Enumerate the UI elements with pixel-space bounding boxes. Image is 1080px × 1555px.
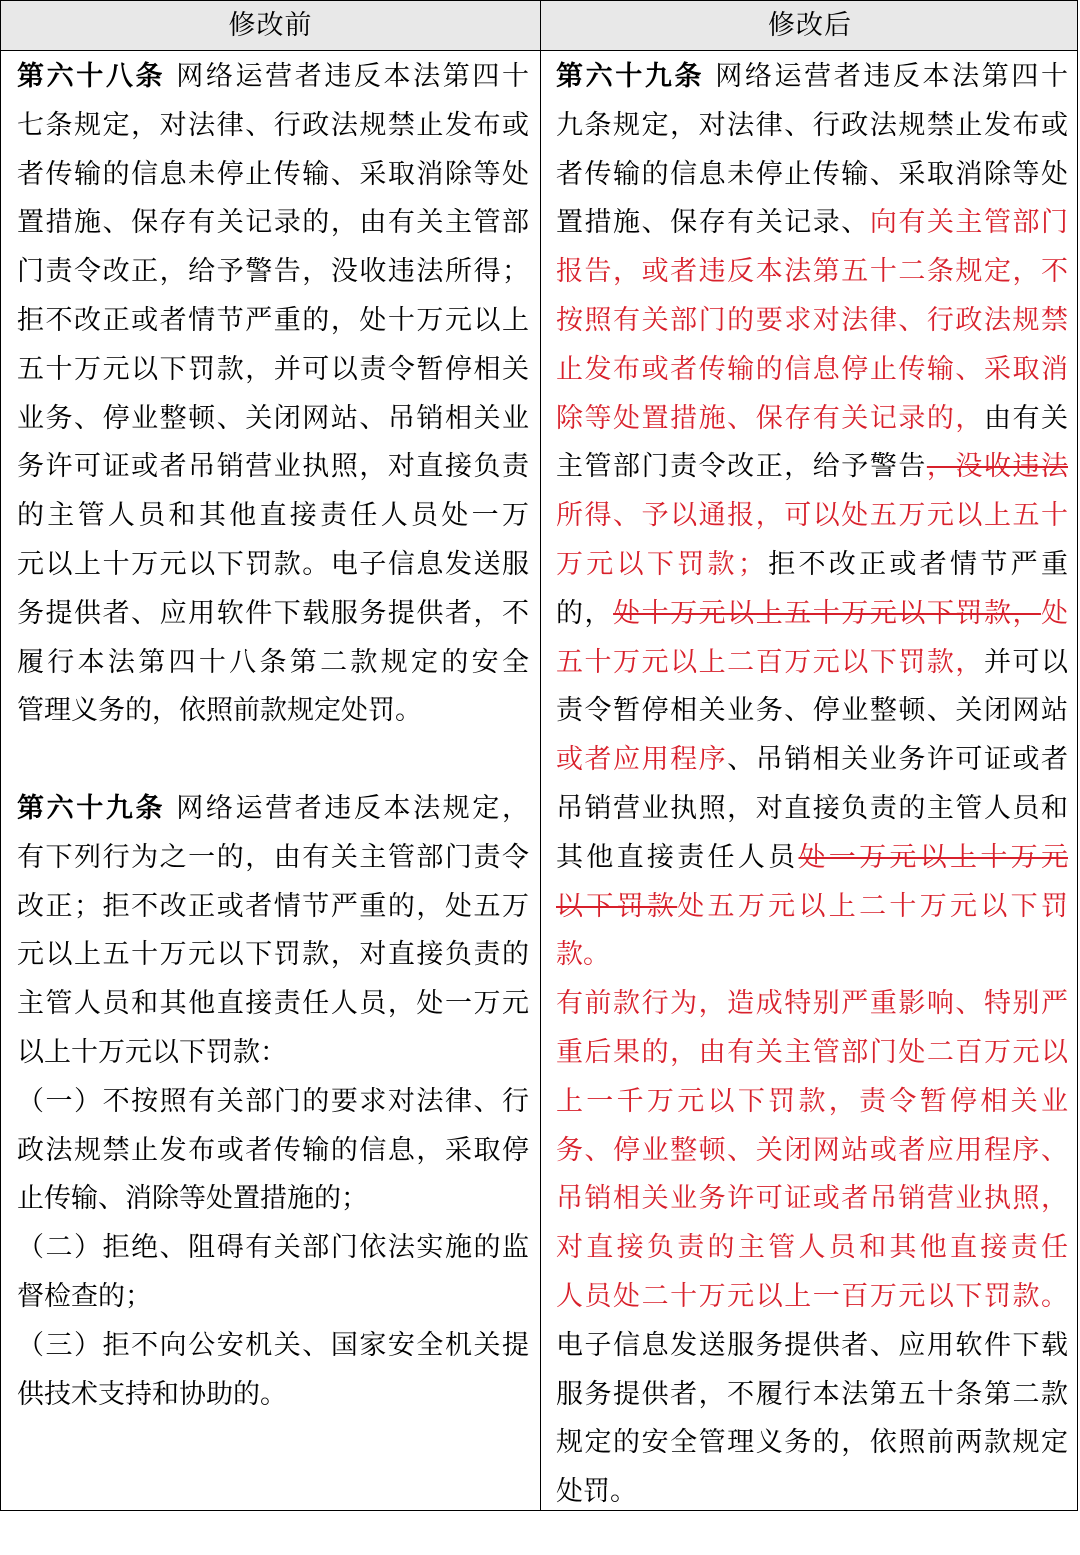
text-segment: 者传输的信息未停止传输、采取消除等处 bbox=[17, 158, 529, 190]
text-line bbox=[556, 1078, 1068, 1127]
article-68-old bbox=[17, 53, 529, 736]
text-segment: 拒不改正或者情节严重的，处十万元以上 bbox=[17, 304, 529, 336]
text-segment: 由有关 bbox=[983, 402, 1069, 434]
text-line bbox=[17, 151, 529, 200]
text-segment: 元以上五十万元以下罚款，对直接负责的 bbox=[17, 939, 529, 971]
after-text-cell bbox=[556, 53, 1068, 1517]
added-text: 按照有关部门的要求对法律、行政法规禁 bbox=[556, 304, 1068, 336]
text-line bbox=[556, 102, 1068, 151]
text-line bbox=[556, 687, 1068, 736]
text-line bbox=[556, 443, 1068, 492]
added-text: 人员处二十万元以上一百万元以下罚款。 bbox=[556, 1280, 1068, 1312]
text-line bbox=[556, 1371, 1068, 1420]
text-segment: 政法规禁止发布或者传输的信息，采取停 bbox=[17, 1134, 529, 1166]
text-line bbox=[556, 1029, 1068, 1078]
text-segment: 网络运营者违反本法第四十 bbox=[165, 61, 529, 92]
text-segment: 督检查的； bbox=[17, 1280, 152, 1312]
text-line bbox=[17, 1175, 529, 1224]
text-segment: 务许可证或者吊销营业执照，对直接负责 bbox=[17, 451, 529, 483]
text-line bbox=[556, 492, 1068, 541]
added-text: 处 bbox=[1041, 597, 1069, 629]
text-segment: 置措施、保存有关记录的，由有关主管部 bbox=[17, 207, 529, 239]
text-segment: 以上十万元以下罚款： bbox=[17, 1036, 287, 1068]
text-line bbox=[17, 395, 529, 444]
text-segment: 的主管人员和其他直接责任人员处一万 bbox=[17, 500, 529, 532]
text-line bbox=[556, 1175, 1068, 1224]
text-line bbox=[556, 248, 1068, 297]
text-segment: 规定的安全管理义务的，依照前两款规定 bbox=[556, 1427, 1068, 1459]
added-text: 或者应用程序 bbox=[556, 744, 728, 776]
added-text: 对直接负责的主管人员和其他直接责任 bbox=[556, 1232, 1068, 1264]
added-text: 上一千万元以下罚款，责令暂停相关业 bbox=[556, 1085, 1068, 1117]
text-segment: 七条规定，对法律、行政法规禁止发布或 bbox=[17, 109, 529, 141]
text-line bbox=[556, 736, 1068, 785]
text-line bbox=[17, 785, 529, 834]
added-text: 万元以下罚款； bbox=[556, 548, 765, 580]
text-line bbox=[17, 931, 529, 980]
text-segment: 改正；拒不改正或者情节严重的，处五万 bbox=[17, 890, 529, 922]
text-segment: 务提供者、应用软件下载服务提供者，不 bbox=[17, 597, 529, 629]
text-segment: 置措施、保存有关记录、 bbox=[556, 207, 870, 239]
text-line bbox=[17, 443, 529, 492]
added-text: 向有关主管部门 bbox=[869, 207, 1069, 239]
paragraph-gap bbox=[17, 736, 529, 785]
text-line bbox=[17, 1127, 529, 1176]
text-line bbox=[556, 883, 1068, 932]
text-segment: （一）不按照有关部门的要求对法律、行 bbox=[17, 1085, 529, 1117]
text-line bbox=[556, 590, 1068, 639]
text-segment: 吊销营业执照，对直接负责的主管人员和 bbox=[556, 792, 1068, 824]
deleted-text: 以下罚款 bbox=[556, 890, 678, 922]
header-after: 修改后 bbox=[768, 10, 852, 41]
text-line bbox=[17, 590, 529, 639]
text-segment: 主管人员和其他直接责任人员，处一万元 bbox=[17, 988, 529, 1020]
article-number: 第六十九条 bbox=[556, 61, 705, 92]
added-text: 所得、予以通报，可以处五万元以上五十 bbox=[556, 500, 1068, 532]
table-header bbox=[1, 1, 1077, 51]
added-text: 务、停业整顿、关闭网站或者应用程序、 bbox=[556, 1134, 1068, 1166]
text-segment: 管理义务的，依照前款规定处罚。 bbox=[17, 695, 422, 727]
text-segment: 并可以 bbox=[983, 646, 1069, 678]
article-number: 第六十九条 bbox=[17, 792, 166, 824]
deleted-text: 处十万元以上五十万元以下罚款， bbox=[613, 597, 1042, 629]
added-text: 款。 bbox=[556, 939, 610, 971]
text-line bbox=[17, 1371, 529, 1420]
added-text: 有前款行为，造成特别严重影响、特别严 bbox=[556, 988, 1068, 1020]
text-line bbox=[556, 346, 1068, 395]
text-line bbox=[556, 1322, 1068, 1371]
text-segment: 业务、停业整顿、关闭网站、吊销相关业 bbox=[17, 402, 529, 434]
text-line bbox=[17, 1029, 529, 1078]
text-segment: 处罚。 bbox=[556, 1476, 637, 1508]
text-line bbox=[17, 980, 529, 1029]
text-line bbox=[556, 297, 1068, 346]
text-segment: 责令暂停相关业务、停业整顿、关闭网站 bbox=[556, 695, 1068, 727]
added-text: 止发布或者传输的信息停止传输、采取消 bbox=[556, 353, 1068, 385]
text-line bbox=[17, 53, 529, 102]
text-segment: 五十万元以下罚款，并可以责令暂停相关 bbox=[17, 353, 529, 385]
added-text: 除等处置措施、保存有关记录的， bbox=[556, 402, 984, 434]
text-segment: 履行本法第四十八条第二款规定的安全 bbox=[17, 646, 529, 678]
text-line bbox=[17, 346, 529, 395]
text-segment: 主管部门责令改正，给予警告 bbox=[556, 451, 927, 483]
text-segment: （二）拒绝、阻碍有关部门依法实施的监 bbox=[17, 1232, 529, 1264]
article-number: 第六十八条 bbox=[17, 61, 166, 92]
deleted-text: ，没收违法 bbox=[926, 451, 1069, 483]
text-segment: 九条规定，对法律、行政法规禁止发布或 bbox=[556, 109, 1068, 141]
text-segment: 网络运营者违反本法第四十 bbox=[704, 61, 1068, 92]
text-line bbox=[17, 1078, 529, 1127]
text-line bbox=[556, 1419, 1068, 1468]
text-line bbox=[556, 980, 1068, 1029]
text-segment: （三）拒不向公安机关、国家安全机关提 bbox=[17, 1329, 529, 1361]
text-line bbox=[556, 541, 1068, 590]
text-line bbox=[17, 492, 529, 541]
text-line bbox=[556, 1224, 1068, 1273]
added-text: 五十万元以上二百万元以下罚款， bbox=[556, 646, 984, 678]
text-segment: 门责令改正，给予警告，没收违法所得； bbox=[17, 256, 529, 288]
text-segment: 的， bbox=[556, 597, 614, 629]
added-text: 重后果的，由有关主管部门处二百万元以 bbox=[556, 1036, 1068, 1068]
text-line bbox=[17, 834, 529, 883]
text-segment: 有下列行为之一的，由有关主管部门责令 bbox=[17, 841, 529, 873]
text-line bbox=[17, 102, 529, 151]
text-line bbox=[556, 1468, 1068, 1517]
text-line bbox=[556, 834, 1068, 883]
text-segment: 止传输、消除等处置措施的； bbox=[17, 1183, 368, 1215]
before-text-cell bbox=[17, 53, 529, 1419]
text-line bbox=[17, 687, 529, 736]
text-line bbox=[556, 199, 1068, 248]
text-segment: 其他直接责任人员 bbox=[556, 841, 799, 873]
text-line bbox=[17, 248, 529, 297]
text-line bbox=[17, 199, 529, 248]
text-segment: 拒不改正或者情节严重 bbox=[764, 548, 1068, 580]
text-line bbox=[556, 931, 1068, 980]
text-line bbox=[17, 883, 529, 932]
column-divider bbox=[540, 1, 541, 1510]
article-69-new bbox=[556, 53, 1068, 1517]
text-segment: 者传输的信息未停止传输、采取消除等处 bbox=[556, 158, 1068, 190]
text-line bbox=[556, 1127, 1068, 1176]
text-line bbox=[556, 395, 1068, 444]
text-segment: 供技术支持和协助的。 bbox=[17, 1378, 287, 1410]
text-line bbox=[556, 53, 1068, 102]
text-line bbox=[17, 541, 529, 590]
text-line bbox=[556, 151, 1068, 200]
text-segment: 、吊销相关业务许可证或者 bbox=[727, 744, 1069, 776]
text-line bbox=[17, 639, 529, 688]
deleted-text: 处一万元以上十万元 bbox=[798, 841, 1068, 873]
text-segment: 服务提供者，不履行本法第五十条第二款 bbox=[556, 1378, 1068, 1410]
text-segment: 网络运营者违反本法规定， bbox=[165, 792, 529, 824]
header-before: 修改前 bbox=[228, 10, 313, 41]
text-line bbox=[17, 1224, 529, 1273]
text-line bbox=[17, 1273, 529, 1322]
text-line bbox=[17, 297, 529, 346]
text-line bbox=[17, 1322, 529, 1371]
added-text: 吊销相关业务许可证或者吊销营业执照， bbox=[556, 1183, 1068, 1215]
text-segment: 电子信息发送服务提供者、应用软件下载 bbox=[556, 1329, 1068, 1361]
text-segment: 元以上十万元以下罚款。电子信息发送服 bbox=[17, 548, 529, 580]
text-line bbox=[556, 639, 1068, 688]
added-text: 报告，或者违反本法第五十二条规定，不 bbox=[556, 256, 1068, 288]
added-text: 处五万元以上二十万元以下罚 bbox=[677, 890, 1068, 922]
text-line bbox=[556, 785, 1068, 834]
text-line bbox=[556, 1273, 1068, 1322]
article-69-old bbox=[17, 785, 529, 1419]
